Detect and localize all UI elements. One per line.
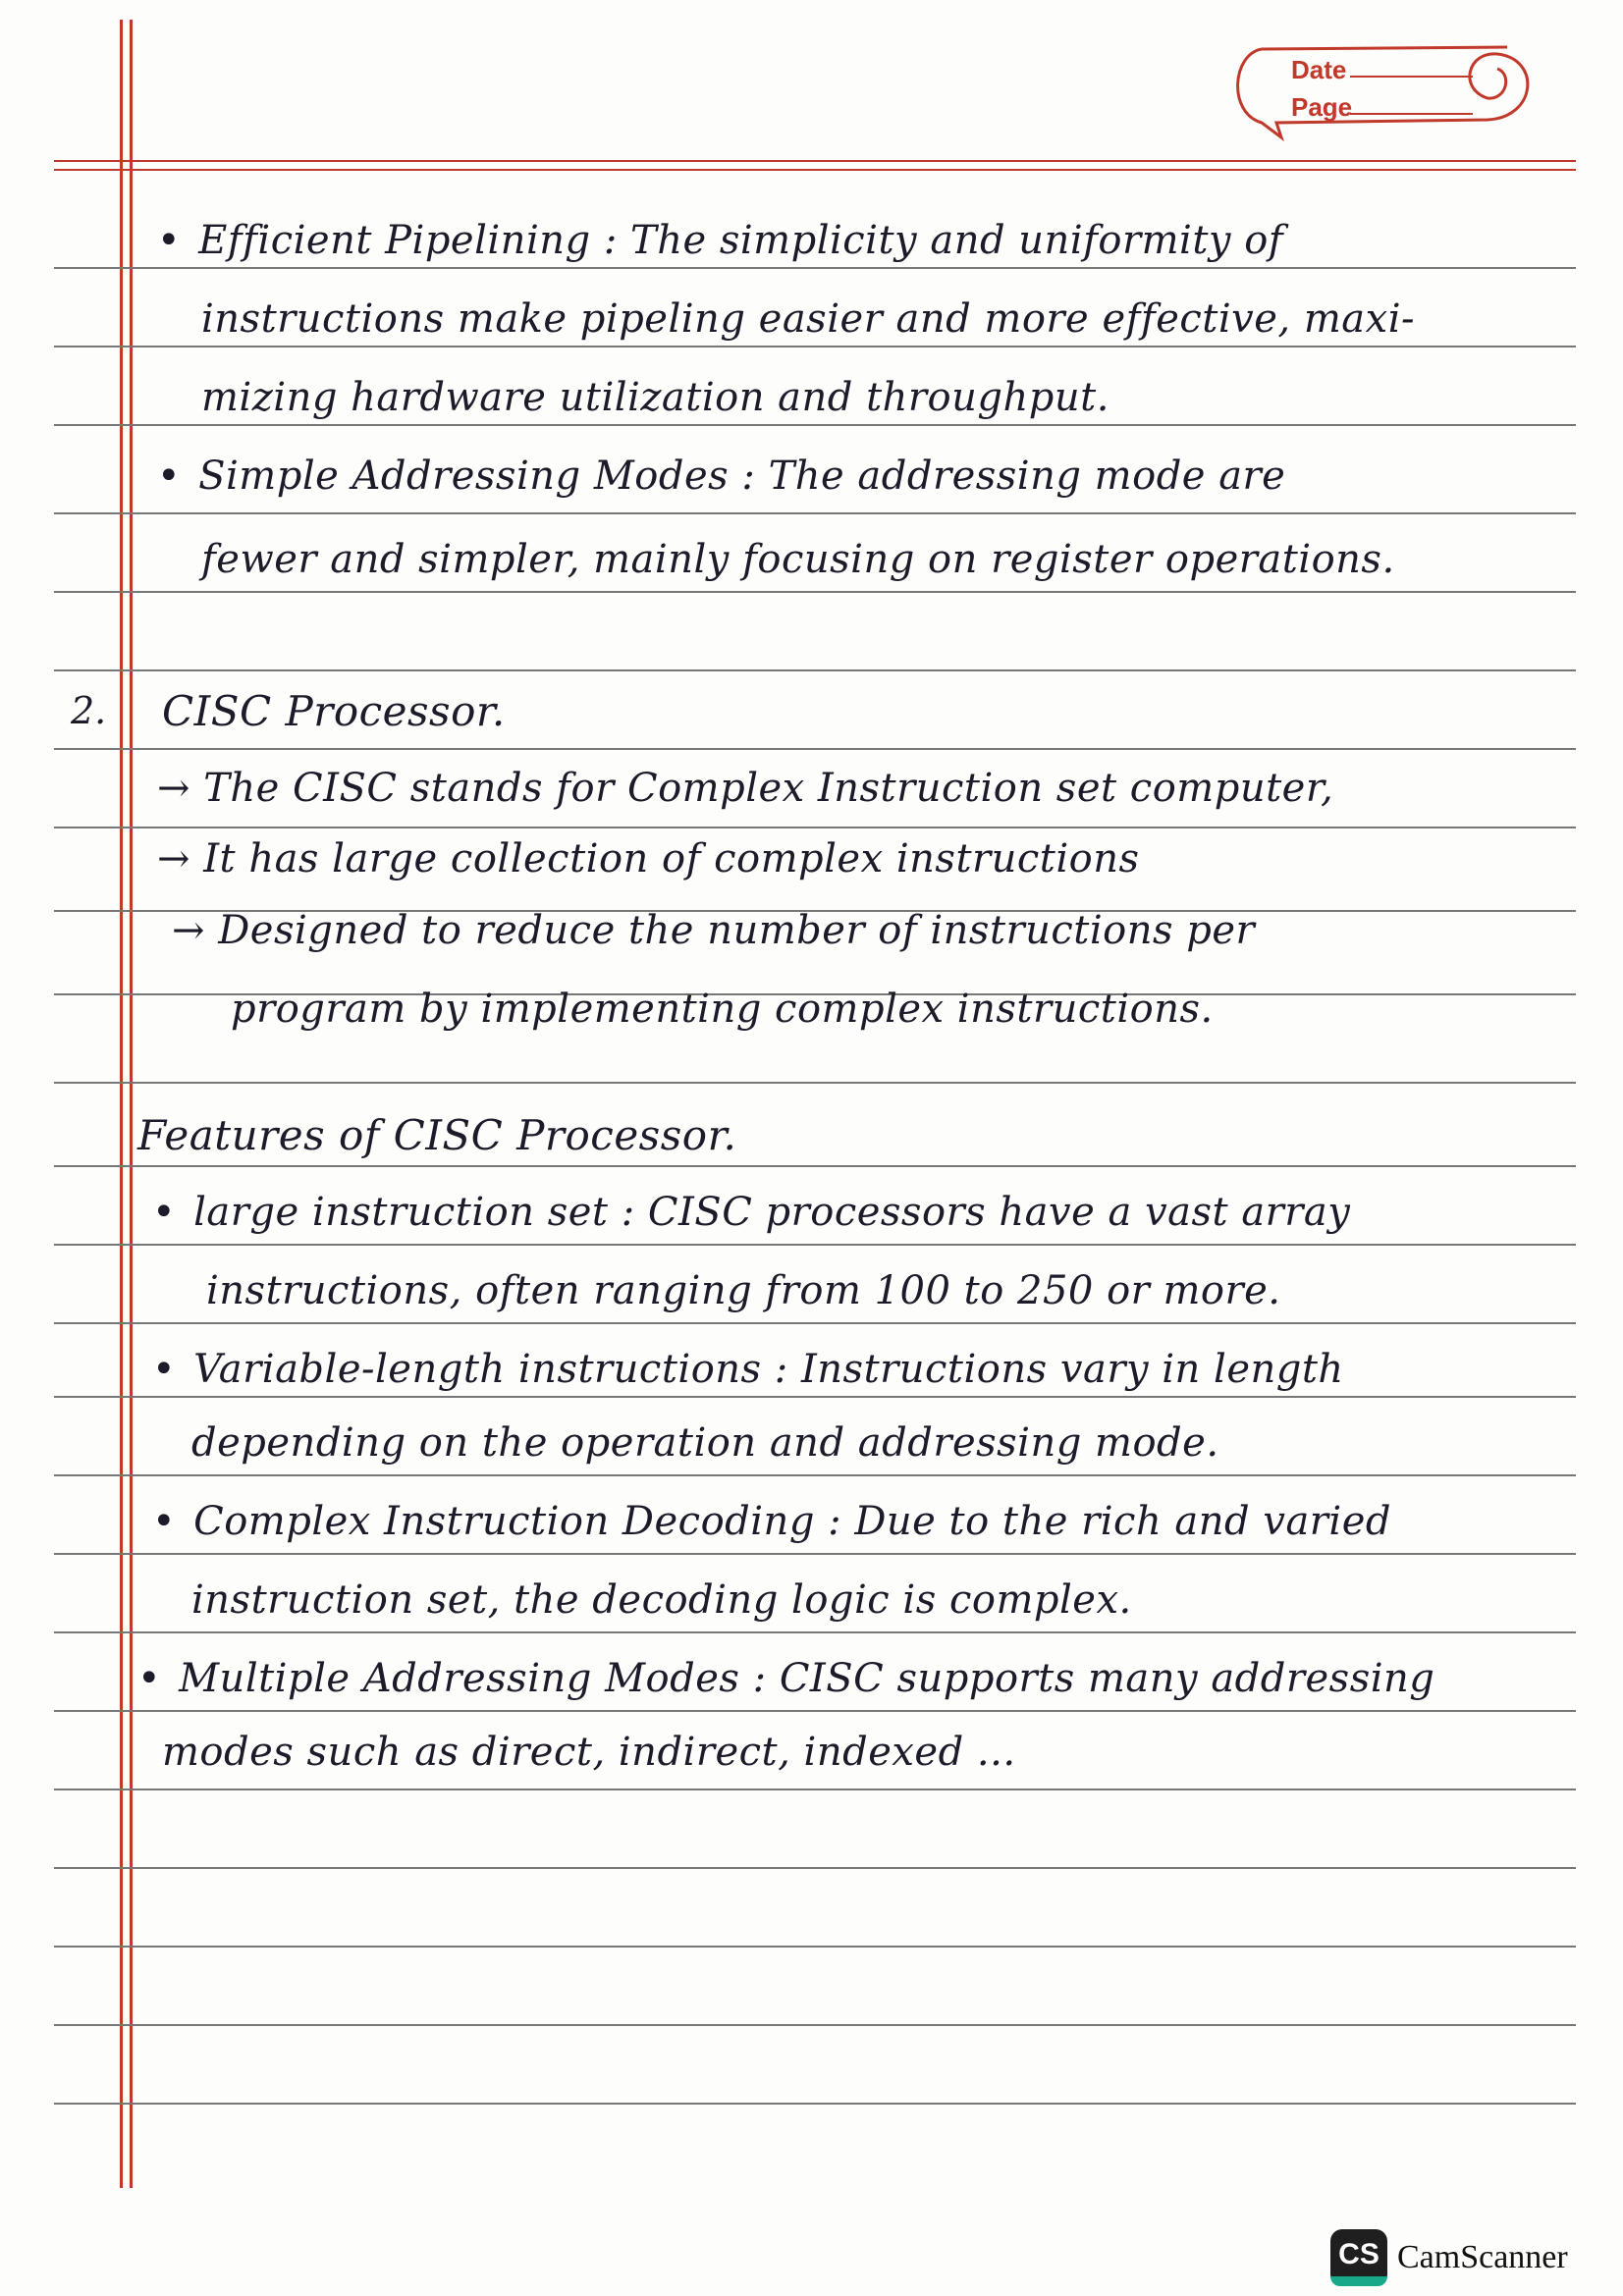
- note-line: • Multiple Addressing Modes : CISC supports many addressing: [137, 1656, 1434, 1701]
- ruled-line: [54, 1631, 1576, 1633]
- note-line: • Efficient Pipelining : The simplicity and uniformity of: [157, 218, 1283, 263]
- ruled-line: [54, 1553, 1576, 1555]
- ruled-line: [54, 512, 1576, 514]
- note-line: • Variable-length instructions : Instructions vary in length: [152, 1347, 1344, 1392]
- ruled-line: [54, 1396, 1576, 1398]
- note-line: fewer and simpler, mainly focusing on register operations.: [201, 537, 1395, 582]
- date-label: Date: [1291, 55, 1347, 84]
- ruled-line: [54, 1789, 1576, 1790]
- ruled-line: [54, 1474, 1576, 1476]
- camscanner-logo-text: CS: [1338, 2238, 1380, 2270]
- note-line: instruction set, the decoding logic is complex.: [191, 1577, 1132, 1623]
- ruled-line: [54, 424, 1576, 426]
- ruled-line: [54, 827, 1576, 828]
- camscanner-logo-icon: [1330, 2229, 1387, 2286]
- ruled-line: [54, 2103, 1576, 2105]
- note-line: depending on the operation and addressing mode.: [191, 1420, 1219, 1466]
- camscanner-name: CamScanner: [1397, 2239, 1568, 2275]
- ruled-line: [54, 1322, 1576, 1324]
- section-number: 2.: [71, 689, 107, 732]
- note-line: modes such as direct, indirect, indexed ...: [162, 1730, 1016, 1775]
- ruled-line: [54, 267, 1576, 269]
- ruled-line: [54, 748, 1576, 750]
- note-line: program by implementing complex instructions.: [231, 987, 1214, 1032]
- note-line: → The CISC stands for Complex Instruction set computer,: [157, 766, 1334, 811]
- note-line: • large instruction set : CISC processors have a vast array: [152, 1190, 1350, 1235]
- ruled-line: [54, 346, 1576, 347]
- ruled-line: [54, 1082, 1576, 1084]
- badge-outline-icon: [1222, 29, 1546, 147]
- note-line: • Complex Instruction Decoding : Due to the rich and varied: [152, 1499, 1391, 1544]
- ruled-line: [54, 1710, 1576, 1712]
- ruled-line: [54, 2024, 1576, 2026]
- page-label: Page: [1291, 92, 1353, 122]
- note-line: mizing hardware utilization and throughput.: [201, 375, 1109, 420]
- features-heading: Features of CISC Processor.: [137, 1111, 737, 1159]
- camscanner-watermark: [1330, 2226, 1568, 2289]
- note-line: instructions, often ranging from 100 to 250 or more.: [206, 1268, 1281, 1313]
- header-rule-2: [54, 169, 1576, 171]
- ruled-line: [54, 1244, 1576, 1246]
- note-line: → Designed to reduce the number of instructions per: [172, 908, 1256, 953]
- ruled-line: [54, 1946, 1576, 1948]
- note-line: → It has large collection of complex instructions: [157, 836, 1140, 881]
- note-line: • Simple Addressing Modes : The addressing mode are: [157, 454, 1285, 499]
- ruled-line: [54, 1867, 1576, 1869]
- ruled-line: [54, 1165, 1576, 1167]
- ruled-line: [54, 591, 1576, 593]
- ruled-line: [54, 669, 1576, 671]
- note-line: instructions make pipeling easier and more effective, maxi-: [201, 296, 1416, 342]
- section-heading: CISC Processor.: [162, 687, 506, 735]
- date-page-badge: [1222, 29, 1546, 147]
- header-rule: [54, 160, 1576, 162]
